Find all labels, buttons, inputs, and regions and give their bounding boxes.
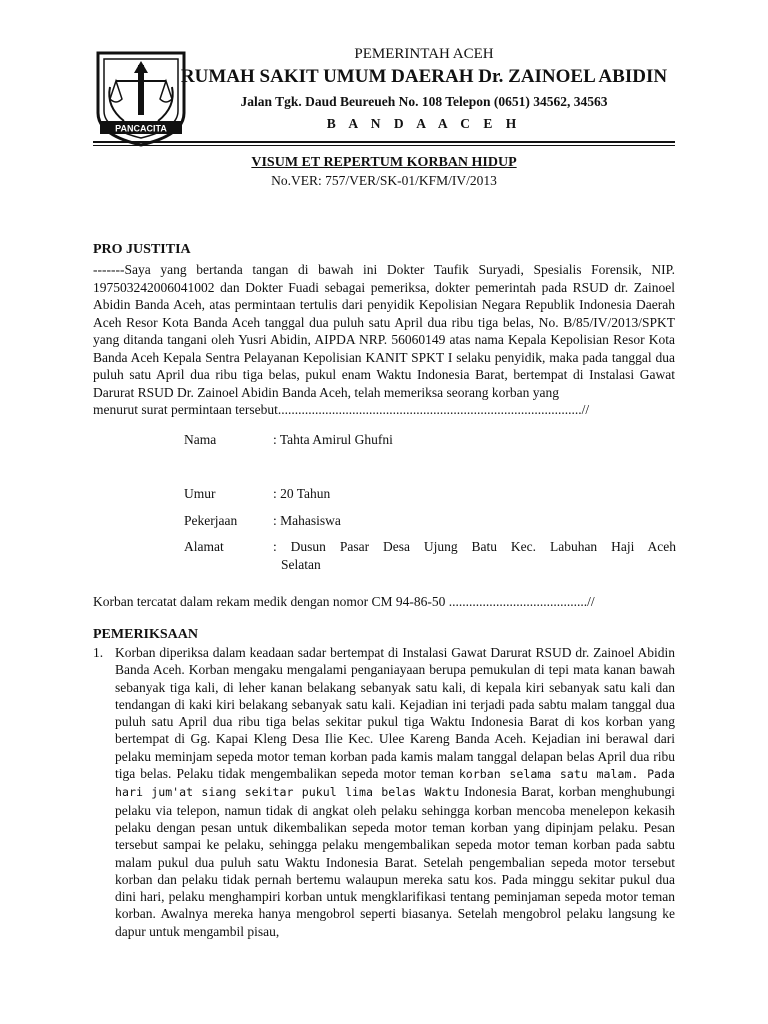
hospital-name: RUMAH SAKIT UMUM DAERAH Dr. ZAINOEL ABIDIN [180, 66, 668, 87]
examination-text-part-b: Indonesia Barat, korban menghubungi pelaku via telepon, namun tidak di angkat oleh pelaku sehingga korban mencoba menelepon kekasih pelaku dengan pesan untuk dikembalikan sepeda motor teman korban yang dipinjam pelaku. Pesan tersebut sampai ke pelaku, sehingga pelaku mengembalikan sepeda motor teman korban pada sabtu malam pukul dua puluh satu Waktu Indonesia Barat. Setelah pengembalian sepeda motor tersebut korban dan pelaku tidak pernah bertemu walaupun mereka satu kos. Pada minggu sekitar pukul dua dini hari, pelaku menghampiri korban untuk mengklarifikasi tentang peminjaman sepeda motor teman korban. Awalnya mereka hanya mengobrol seperti biasanya. Setelah mengobrol pelaku langsung ke dapur untuk mengambil pisau, [115, 784, 676, 939]
examination-text-part-a: Korban diperiksa dalam keadaan sadar bertempat di Instalasi Gawat Darurat RSUD dr. Zainoel Abidin Banda Aceh. Korban mengaku mengalami penganiayaan berupa pemukulan di tepi mata kanan bawah sebanyak tiga kali, di leher kanan belakang sebanyak satu kali, di kepala kiri sebanyak satu kali dan tendangan di kaki kiri belakang sebanyak satu kali. Kejadian ini terjadi pada sabtu malam tanggal dua puluh satu April dua ribu tiga belas sekitar pukul tiga Waktu Indonesia Barat di kos korban yang bertempat di Gg. Kapai Kleng Desa Ilie Kec. Ulee Kareng Banda Aceh. Kejadian ini berawal dari pelaku meminjam sepeda motor teman korban pada kamis malam tanggal delapan belas April dua ribu tiga belas. Pelaku tidak mengembalikan sepeda motor teman [115, 645, 675, 782]
document-number: No.VER: 757/VER/SK-01/KFM/IV/2013 [271, 173, 497, 188]
logo-text: PANCACITA [115, 123, 167, 134]
examination-text [115, 644, 675, 940]
pro-justitia-heading: PRO JUSTITIA [93, 242, 191, 257]
medical-record-line: Korban tercatat dalam rekam medik dengan nomor CM 94-86-50 .........................................// [93, 594, 595, 609]
intro-paragraph [93, 261, 675, 419]
field-label: Alamat [184, 539, 224, 554]
hospital-address: Jalan Tgk. Daud Beureueh No. 108 Telepon (0651) 34562, 34563 [240, 94, 608, 109]
field-value: : Mahasiswa [273, 513, 341, 528]
intro-last-line: menurut surat permintaan tersebut..........................................................................................// [93, 402, 590, 417]
field-value: : Tahta Amirul Ghufni [273, 432, 393, 447]
hospital-city: B A N D A A C E H [326, 116, 522, 131]
header-divider-thick [93, 141, 675, 143]
examination-heading: PEMERIKSAAN [93, 627, 199, 642]
field-label: Nama [184, 432, 217, 447]
field-value: : Dusun Pasar Desa Ujung Batu Kec. Labuhan Haji Aceh [273, 539, 676, 554]
field-label: Umur [184, 486, 216, 501]
field-value: Selatan [281, 557, 321, 572]
examination-text-mono: korban selama satu malam. Pada hari jum'at siang sekitar pukul lima belas Waktu [115, 767, 675, 800]
document-title: VISUM ET REPERTUM KORBAN HIDUP [251, 155, 517, 170]
field-value: : 20 Tahun [273, 486, 331, 501]
intro-body: -------Saya yang bertanda tangan di bawah ini Dokter Taufik Suryadi, Spesialis Forensik, NIP. 197503242006041002 dan Dokter Fuadi sebagai pemeriksa, dokter pemerintah pada RSUD dr. Zainoel Abidin Banda Aceh, atas permintaan tertulis dari penyidik Kepolisian Negara Republik Indonesia Daerah Aceh Resor Kota Banda Aceh tanggal dua puluh satu April dua ribu tiga belas, No. B/85/IV/2013/SPKT yang ditanda tangani oleh Yusri Abidin, AIPDA NRP. 56060149 atas nama Kepala Kepolisian Resor Kota Banda Aceh Kepala Sentra Pelayanan Kepolisian KANIT SPKT I selaku penyidik, maka pada tanggal dua puluh satu April dua ribu tiga belas, pukul enam Waktu Indonesia Barat, bertempat di Instalasi Gawat Darurat RSUD Dr. Zainoel Abidin Banda Aceh, telah memeriksa seorang korban yang [93, 262, 675, 400]
header-divider-thin [93, 145, 675, 146]
government-name: PEMERINTAH ACEH [354, 46, 494, 62]
list-number: 1. [93, 645, 104, 660]
field-label: Pekerjaan [184, 513, 238, 528]
